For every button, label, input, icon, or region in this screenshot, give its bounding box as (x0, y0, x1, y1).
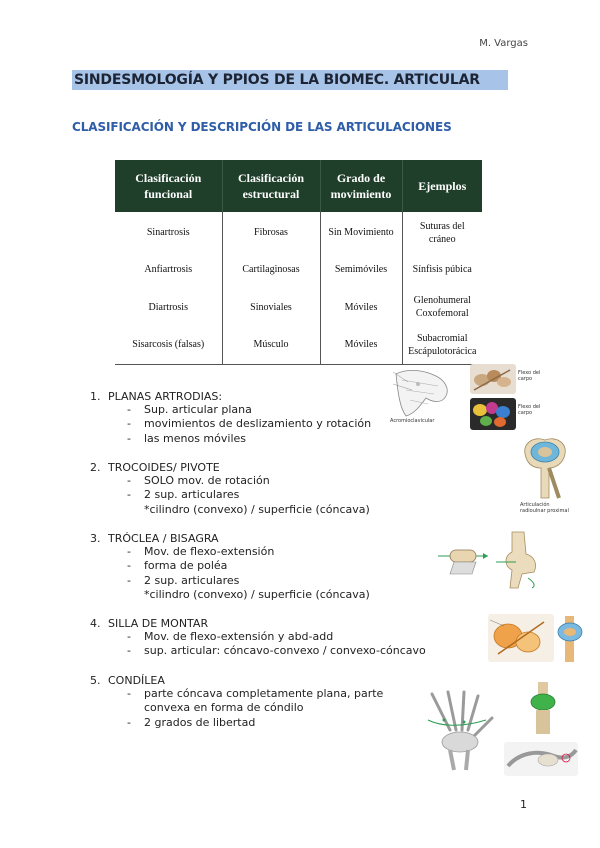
elbow-hinge-illustration (494, 530, 550, 590)
hinge-diagram-illustration (436, 540, 490, 576)
table-row (115, 212, 482, 250)
section-title: CONDÍLEA (108, 674, 165, 687)
section-number: 5. (90, 674, 101, 687)
header-structural: Clasificación estructural (222, 160, 320, 212)
acromioclavicular-illustration (388, 364, 468, 426)
list-continuation: *cilindro (convexo) / superficie (cóncava) (144, 588, 370, 602)
list-item: - Mov. de flexo-extensión (127, 545, 275, 558)
section-title: PLANAS ARTRODIAS: (108, 390, 223, 403)
section-troclea (90, 532, 370, 603)
cell-movement: Sin Movimiento (320, 212, 402, 250)
section-number: 3. (90, 532, 101, 545)
figure-caption: Articulación radioulnar proximal (520, 502, 569, 514)
header-movement: Grado de movimiento (320, 160, 402, 212)
author-name: M. Vargas (479, 38, 528, 49)
table-row (115, 250, 482, 288)
list-item: - movimientos de deslizamiento y rotación (127, 417, 372, 431)
cell-functional: Diartrosis (115, 288, 222, 326)
table-header-row (115, 160, 482, 212)
section-title: TRÓCLEA / BISAGRA (108, 532, 219, 545)
cell-functional: Anfiartrosis (115, 250, 222, 288)
figure-caption: Acromioclavicular (390, 418, 435, 424)
radioulnar-joint-illustration (515, 434, 575, 500)
saddle-joint-illustration (488, 614, 554, 662)
cell-examples: Sínfisis púbica (412, 263, 472, 275)
cell-structural: Cartilaginosas (222, 250, 320, 288)
document-title: SINDESMOLOGÍA Y PPIOS DE LA BIOMEC. ARTICULAR (72, 70, 508, 90)
table-row (115, 326, 482, 364)
figure-caption: Flexo del carpo (518, 370, 541, 382)
cell-functional: Sisarcosis (falsas) (115, 326, 222, 364)
header-examples: Ejemplos (402, 160, 482, 212)
list-item: - SOLO mov. de rotación (127, 474, 270, 487)
list-item: - 2 grados de libertad (127, 715, 256, 729)
list-item: - forma de poléa (127, 559, 228, 573)
section-silla-montar (90, 617, 426, 659)
list-continuation: *cilindro (convexo) / superficie (cóncava) (144, 502, 370, 516)
cell-movement: Móviles (320, 326, 402, 364)
section-condilea (90, 674, 383, 730)
section-number: 2. (90, 461, 101, 474)
header-functional: Clasificación funcional (115, 160, 222, 212)
cell-structural: Músculo (222, 326, 320, 364)
list-item: - Mov. de flexo-extensión y abd-add (127, 630, 334, 643)
cell-structural: Fibrosas (222, 212, 320, 250)
section-trocoides (90, 461, 370, 517)
list-item: - 2 sup. articulares (127, 573, 240, 587)
section-subtitle: CLASIFICACIÓN Y DESCRIPCIÓN DE LAS ARTICULACIONES (72, 120, 452, 134)
list-item: - Sup. articular plana (127, 403, 252, 416)
list-item: - las menos móviles (127, 431, 247, 445)
section-title: TROCOIDES/ PIVOTE (108, 461, 220, 474)
section-planas (90, 390, 371, 446)
table-row (115, 288, 482, 326)
classification-table (115, 160, 482, 365)
cell-functional: Sinartrosis (115, 212, 222, 250)
cell-examples: Suturas del cráneo (419, 220, 465, 245)
cell-examples: Subacromial Escápulotorácica (402, 326, 482, 364)
list-item: - 2 sup. articulares (127, 488, 240, 502)
cell-movement: Semimóviles (320, 250, 402, 288)
section-title: SILLA DE MONTAR (108, 617, 209, 630)
list-item: - parte cóncava completamente plana, parte (127, 687, 384, 700)
list-item: - sup. articular: cóncavo-convexo / convexo-cóncavo (127, 644, 426, 658)
saddle-joint-detail-illustration (555, 616, 585, 662)
section-number: 1. (90, 390, 101, 403)
cell-movement: Móviles (320, 288, 402, 326)
colored-carpal-illustration (470, 398, 516, 430)
figure-caption: Flexo del carpo (518, 404, 541, 416)
carpal-bones-illustration (470, 364, 516, 394)
cell-structural: Sinoviales (222, 288, 320, 326)
hand-skeleton-illustration (420, 690, 500, 772)
list-continuation: convexa en forma de cóndilo (144, 701, 304, 715)
condyle-detail-illustration (504, 742, 578, 776)
page-number: 1 (520, 798, 527, 811)
section-number: 4. (90, 617, 101, 630)
cell-examples: Glenohumeral Coxofemoral (413, 295, 471, 319)
condyle-knee-illustration (526, 682, 560, 734)
